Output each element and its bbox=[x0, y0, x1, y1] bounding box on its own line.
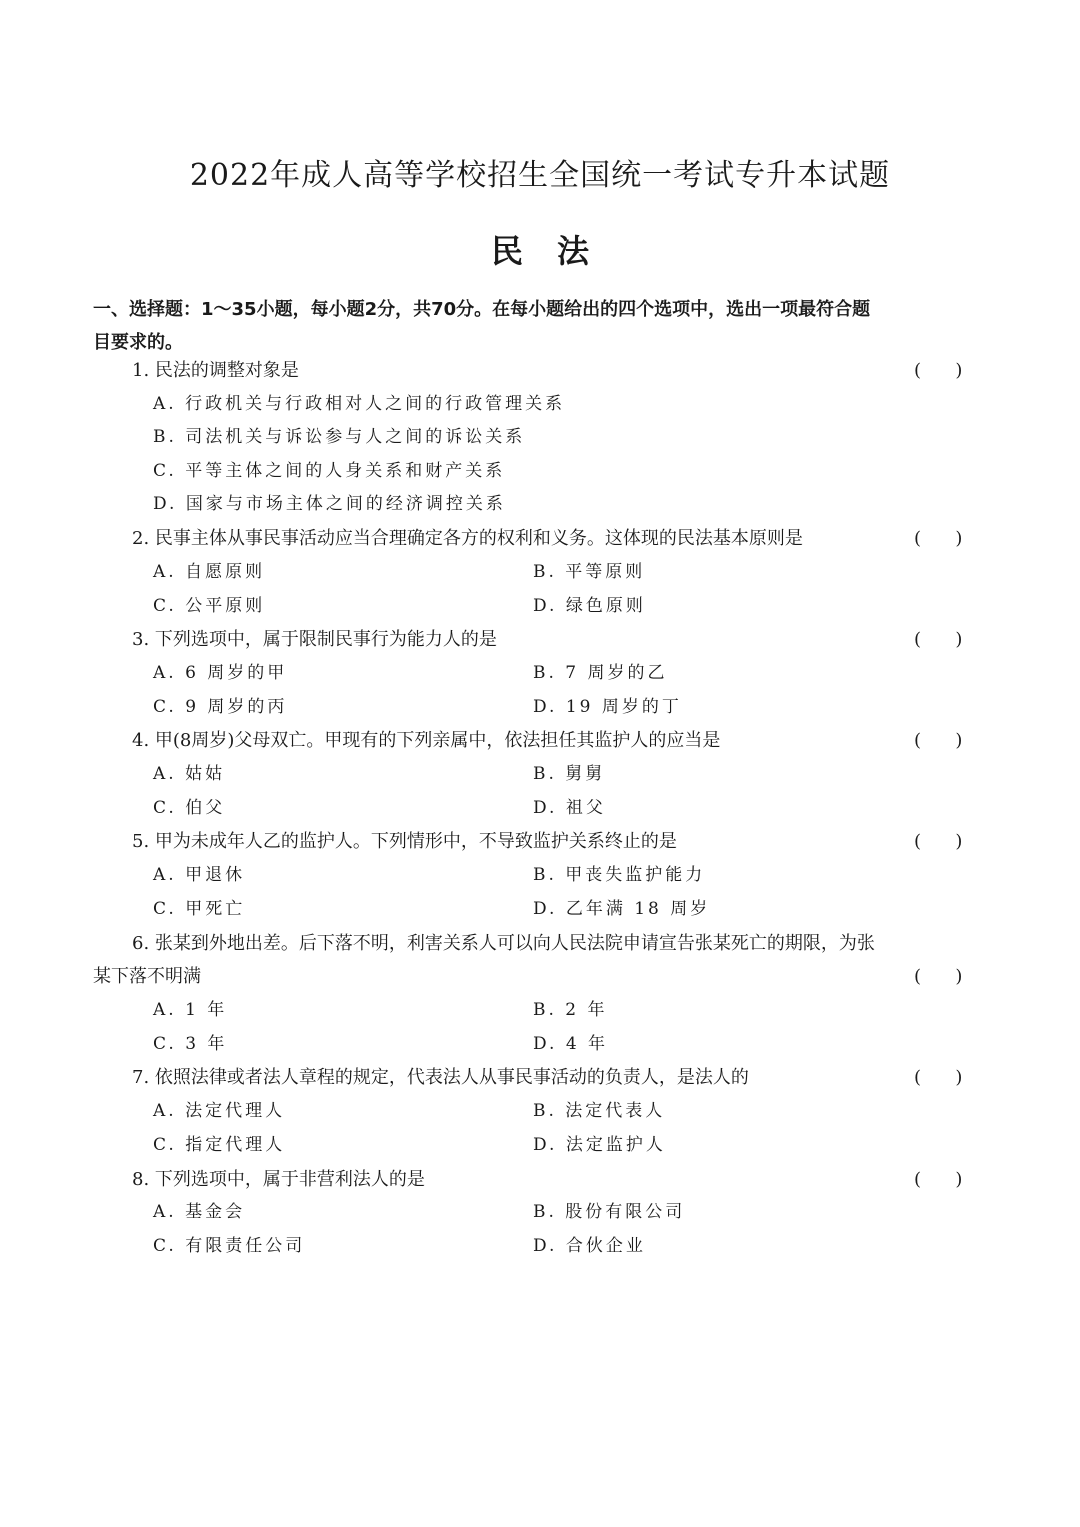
question-3-option-d: D. 19 周岁的丁 bbox=[533, 697, 682, 717]
question-5-stem: 5. 甲为未成年人乙的监护人。下列情形中，不导致监护关系终止的是 bbox=[132, 831, 677, 852]
answer-bracket: ( ) bbox=[914, 629, 963, 650]
question-6-option-b: B. 2 年 bbox=[533, 1000, 608, 1020]
question-1-option-d: D. 国家与市场主体之间的经济调控关系 bbox=[153, 494, 506, 514]
question-3-option-c: C. 9 周岁的丙 bbox=[153, 697, 288, 717]
question-6-stem: 6. 张某到外地出差。后下落不明，利害关系人可以向人民法院申请宣告张某死亡的期限，为张 bbox=[132, 933, 875, 954]
answer-bracket: ( ) bbox=[914, 966, 963, 987]
question-3-option-b: B. 7 周岁的乙 bbox=[533, 663, 668, 683]
section-instruction-line1: 一、选择题：1～35小题，每小题2分，共70分。在每小题给出的四个选项中，选出一项最符合题 bbox=[93, 299, 871, 320]
question-6-option-d: D. 4 年 bbox=[533, 1034, 609, 1054]
question-2-option-a: A. 自愿原则 bbox=[153, 562, 266, 582]
question-7-option-c: C. 指定代理人 bbox=[153, 1135, 286, 1155]
question-1-option-b: B. 司法机关与诉讼参与人之间的诉讼关系 bbox=[153, 427, 526, 447]
question-8-option-c: C. 有限责任公司 bbox=[153, 1236, 306, 1256]
question-7-option-b: B. 法定代表人 bbox=[533, 1101, 666, 1121]
question-8-option-d: D. 合伙企业 bbox=[533, 1236, 646, 1256]
question-5-option-a: A. 甲退休 bbox=[153, 865, 246, 885]
question-2-stem: 2. 民事主体从事民事活动应当合理确定各方的权利和义务。这体现的民法基本原则是 bbox=[132, 528, 803, 549]
question-8-option-b: B. 股份有限公司 bbox=[533, 1202, 686, 1222]
question-1-stem: 1. 民法的调整对象是 bbox=[132, 360, 299, 381]
question-6-option-a: A. 1 年 bbox=[153, 1000, 228, 1020]
question-4-option-a: A. 姑姑 bbox=[153, 764, 226, 784]
question-7-option-a: A. 法定代理人 bbox=[153, 1101, 286, 1121]
question-1-option-a: A. 行政机关与行政相对人之间的行政管理关系 bbox=[153, 394, 566, 414]
question-7-option-d: D. 法定监护人 bbox=[533, 1135, 666, 1155]
section-instruction-line2: 目要求的。 bbox=[93, 332, 183, 353]
answer-bracket: ( ) bbox=[914, 831, 963, 852]
question-6-stem-continued: 某下落不明满 bbox=[93, 966, 201, 987]
question-2-option-b: B. 平等原则 bbox=[533, 562, 646, 582]
answer-bracket: ( ) bbox=[914, 1169, 963, 1190]
question-8-option-a: A. 基金会 bbox=[153, 1202, 246, 1222]
question-4-stem: 4. 甲(8周岁)父母双亡。甲现有的下列亲属中，依法担任其监护人的应当是 bbox=[132, 730, 721, 751]
question-5-option-b: B. 甲丧失监护能力 bbox=[533, 865, 706, 885]
subject-title: 民法 bbox=[490, 232, 623, 270]
answer-bracket: ( ) bbox=[914, 528, 963, 549]
question-5-option-c: C. 甲死亡 bbox=[153, 899, 246, 919]
answer-bracket: ( ) bbox=[914, 730, 963, 751]
question-4-option-b: B. 舅舅 bbox=[533, 764, 606, 784]
question-2-option-d: D. 绿色原则 bbox=[533, 596, 646, 616]
question-5-option-d: D. 乙年满 18 周岁 bbox=[533, 899, 711, 919]
question-6-option-c: C. 3 年 bbox=[153, 1034, 228, 1054]
question-4-option-d: D. 祖父 bbox=[533, 798, 606, 818]
answer-bracket: ( ) bbox=[914, 360, 963, 381]
question-1-option-c: C. 平等主体之间的人身关系和财产关系 bbox=[153, 461, 506, 481]
question-4-option-c: C. 伯父 bbox=[153, 798, 226, 818]
answer-bracket: ( ) bbox=[914, 1067, 963, 1088]
question-8-stem: 8. 下列选项中，属于非营利法人的是 bbox=[132, 1169, 425, 1190]
question-3-option-a: A. 6 周岁的甲 bbox=[153, 663, 288, 683]
question-2-option-c: C. 公平原则 bbox=[153, 596, 266, 616]
question-7-stem: 7. 依照法律或者法人章程的规定，代表法人从事民事活动的负责人，是法人的 bbox=[132, 1067, 749, 1088]
question-3-stem: 3. 下列选项中，属于限制民事行为能力人的是 bbox=[132, 629, 497, 650]
exam-title: 2022年成人高等学校招生全国统一考试专升本试题 bbox=[189, 158, 891, 193]
